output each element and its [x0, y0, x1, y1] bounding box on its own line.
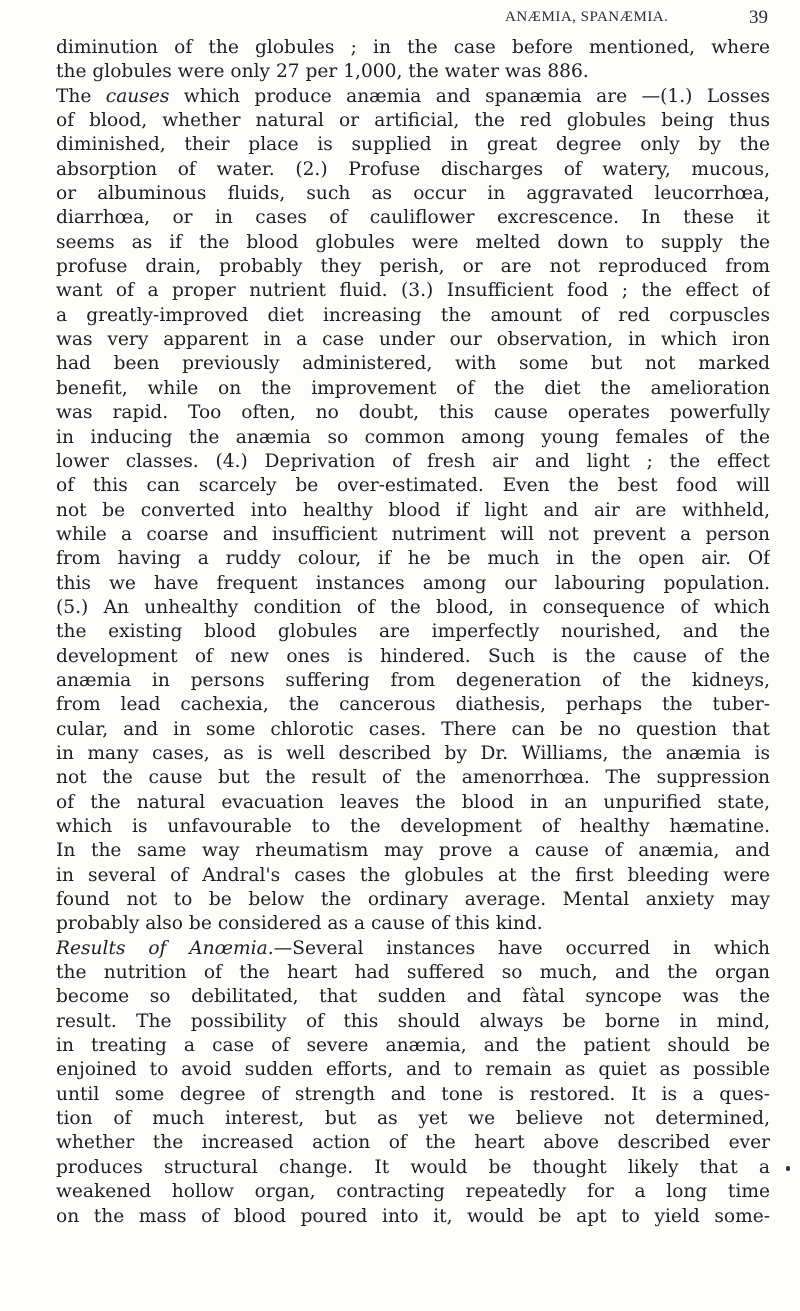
text-line: of this can scarcely be over-estimated. Even the best food will: [56, 475, 770, 497]
text-line: while a coarse and insufficient nutriment will not prevent a person: [56, 523, 770, 545]
text-line: the existing blood globules are imperfectly nourished, and the: [56, 621, 770, 643]
page-number: 39: [749, 7, 768, 28]
text-line: whether the increased action of the heart above described ever: [56, 1132, 770, 1154]
text-line: a greatly-improved diet increasing the amount of red corpuscles: [56, 304, 770, 326]
text-line: was very apparent in a case under our observation, in which iron: [56, 329, 770, 351]
text-line: diarrhœa, or in cases of cauliflower excrescence. In these it: [56, 207, 770, 229]
margin-speck: [786, 1166, 790, 1171]
text-line: or albuminous fluids, such as occur in aggravated leucorrhœa,: [56, 183, 770, 205]
text-line: (5.) An unhealthy condition of the blood, in consequence of which: [56, 596, 770, 618]
text-line: want of a proper nutrient fluid. (3.) Insufficient food ; the effect of: [56, 280, 770, 302]
text-line: the globules were only 27 per 1,000, the water was 886.: [56, 61, 589, 83]
text-line: the nutrition of the heart had suffered so much, and the organ: [56, 962, 770, 984]
text-line: this we have frequent instances among our labouring population.: [56, 572, 770, 594]
running-head: [0, 6, 800, 32]
text-line: In the same way rheumatism may prove a cause of anæmia, and: [56, 840, 770, 862]
text-line: until some degree of strength and tone is restored. It is a ques-: [56, 1083, 770, 1105]
text-line: [56, 937, 770, 961]
text-line: become so debilitated, that sudden and fàtal syncope was the: [56, 986, 770, 1008]
text-line: benefit, while on the improvement of the diet the amelioration: [56, 377, 770, 399]
text-line: in inducing the anæmia so common among young females of the: [56, 426, 770, 448]
text-line: result. The possibility of this should always be borne in mind,: [56, 1010, 770, 1032]
text-line: lower classes. (4.) Deprivation of fresh air and light ; the effect: [56, 450, 770, 472]
text-segment: which produce anæmia and spanæmia are —(1.) Losses: [169, 85, 770, 107]
text-line: probably also be considered as a cause of this kind.: [56, 913, 543, 935]
text-line: was rapid. Too often, no doubt, this cause operates powerfully: [56, 402, 770, 424]
text-line: of the natural evacuation leaves the blood in an unpurified state,: [56, 791, 770, 813]
text-line: seems as if the blood globules were melted down to supply the: [56, 231, 770, 253]
italic-phrase: causes: [105, 85, 170, 107]
text-line: on the mass of blood poured into it, would be apt to yield some-: [56, 1205, 770, 1227]
text-line: which is unfavourable to the development of healthy hæmatine.: [56, 816, 770, 837]
text-line: found not to be below the ordinary average. Mental anxiety may: [56, 889, 770, 911]
text-line: produces structural change. It would be thought likely that a: [56, 1156, 770, 1178]
text-line: not be converted into healthy blood if light and air are withheld,: [56, 499, 770, 521]
text-line: profuse drain, probably they perish, or are not reproduced from: [56, 256, 770, 278]
text-line: diminished, their place is supplied in great degree only by the: [56, 134, 770, 156]
text-line: from having a ruddy colour, if he be much in the open air. Of: [56, 548, 770, 570]
text-line: enjoined to avoid sudden efforts, and to remain as quiet as possible: [56, 1059, 770, 1081]
text-segment: The: [56, 85, 106, 107]
text-line: of blood, whether natural or artificial, the red globules being thus: [56, 110, 770, 132]
text-line: diminution of the globules ; in the case before mentioned, where: [56, 37, 770, 58]
body-text: [56, 36, 770, 1229]
text-line: cular, and in some chlorotic cases. There can be no question that: [56, 718, 770, 740]
text-line: not the cause but the result of the amenorrhœa. The suppression: [56, 767, 770, 789]
running-title: ANÆMIA, SPANÆMIA.: [505, 9, 669, 25]
text-line: had been previously administered, with some but not marked: [56, 353, 770, 375]
text-line: in treating a case of severe anæmia, and the patient should be: [56, 1035, 770, 1057]
italic-phrase: Results of Anœmia.: [56, 937, 274, 959]
text-segment: —Several instances have occurred in which: [273, 937, 770, 959]
text-line: from lead cachexia, the cancerous diathesis, perhaps the tuber-: [56, 694, 770, 716]
text-line: development of new ones is hindered. Such is the cause of the: [56, 645, 770, 667]
text-line: [56, 85, 770, 109]
text-line: weakened hollow organ, contracting repeatedly for a long time: [56, 1181, 770, 1203]
text-line: tion of much interest, but as yet we believe not determined,: [56, 1108, 770, 1130]
text-line: in many cases, as is well described by Dr. Williams, the anæmia is: [56, 742, 770, 764]
text-line: in several of Andral's cases the globules at the first bleeding were: [56, 864, 770, 886]
text-line: anæmia in persons suffering from degeneration of the kidneys,: [56, 669, 770, 691]
text-line: absorption of water. (2.) Profuse discharges of watery, mucous,: [56, 158, 770, 180]
